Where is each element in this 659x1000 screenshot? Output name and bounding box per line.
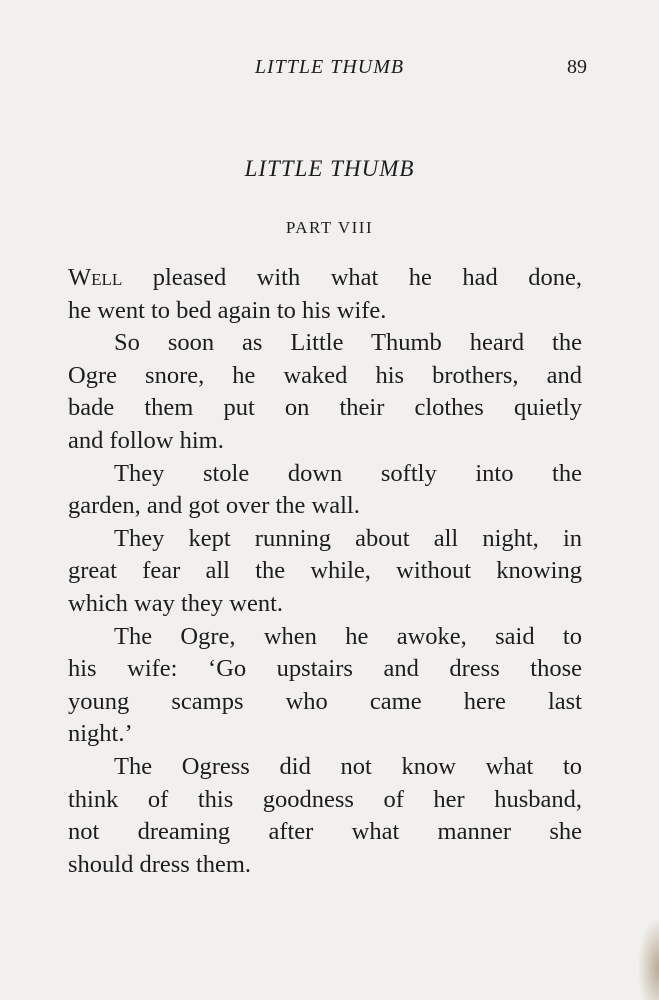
text-line: night.’: [68, 720, 133, 748]
chapter-title: LITTLE THUMB: [244, 156, 415, 181]
running-title: LITTLE THUMB: [254, 56, 405, 78]
page-stain: [639, 920, 659, 1000]
text-line: Ogre snore, he waked his brothers, and: [68, 361, 582, 389]
text-line: garden, and got over the wall.: [68, 492, 360, 520]
text-line: So soon as Little Thumb heard the: [114, 329, 582, 357]
running-head: [0, 56, 659, 86]
page-number: 89: [567, 56, 587, 78]
text-line: Well pleased with what he had done,: [68, 264, 582, 291]
text-line: The Ogress did not know what to: [114, 752, 582, 780]
text-line: should dress them.: [68, 850, 252, 878]
opening-word: Well: [68, 264, 123, 291]
body-text: [68, 262, 582, 881]
text-line: he went to bed again to his wife.: [68, 296, 387, 324]
text-line: They stole down softly into the: [114, 459, 582, 487]
text-line: bade them put on their clothes quietly: [68, 394, 582, 422]
text-line: think of this goodness of her husband,: [68, 785, 582, 813]
text-line: young scamps who came here last: [68, 687, 582, 715]
text-line: and follow him.: [68, 426, 224, 454]
text-line: which way they went.: [68, 589, 283, 617]
text-line: not dreaming after what manner she: [68, 818, 582, 846]
part-heading: PART VIII: [285, 218, 374, 237]
text-line: They kept running about all night, in: [114, 524, 582, 552]
text-line: The Ogre, when he awoke, said to: [114, 622, 582, 650]
text-line: great fear all the while, without knowing: [68, 557, 582, 585]
text-line: his wife: ‘Go upstairs and dress those: [68, 655, 582, 683]
